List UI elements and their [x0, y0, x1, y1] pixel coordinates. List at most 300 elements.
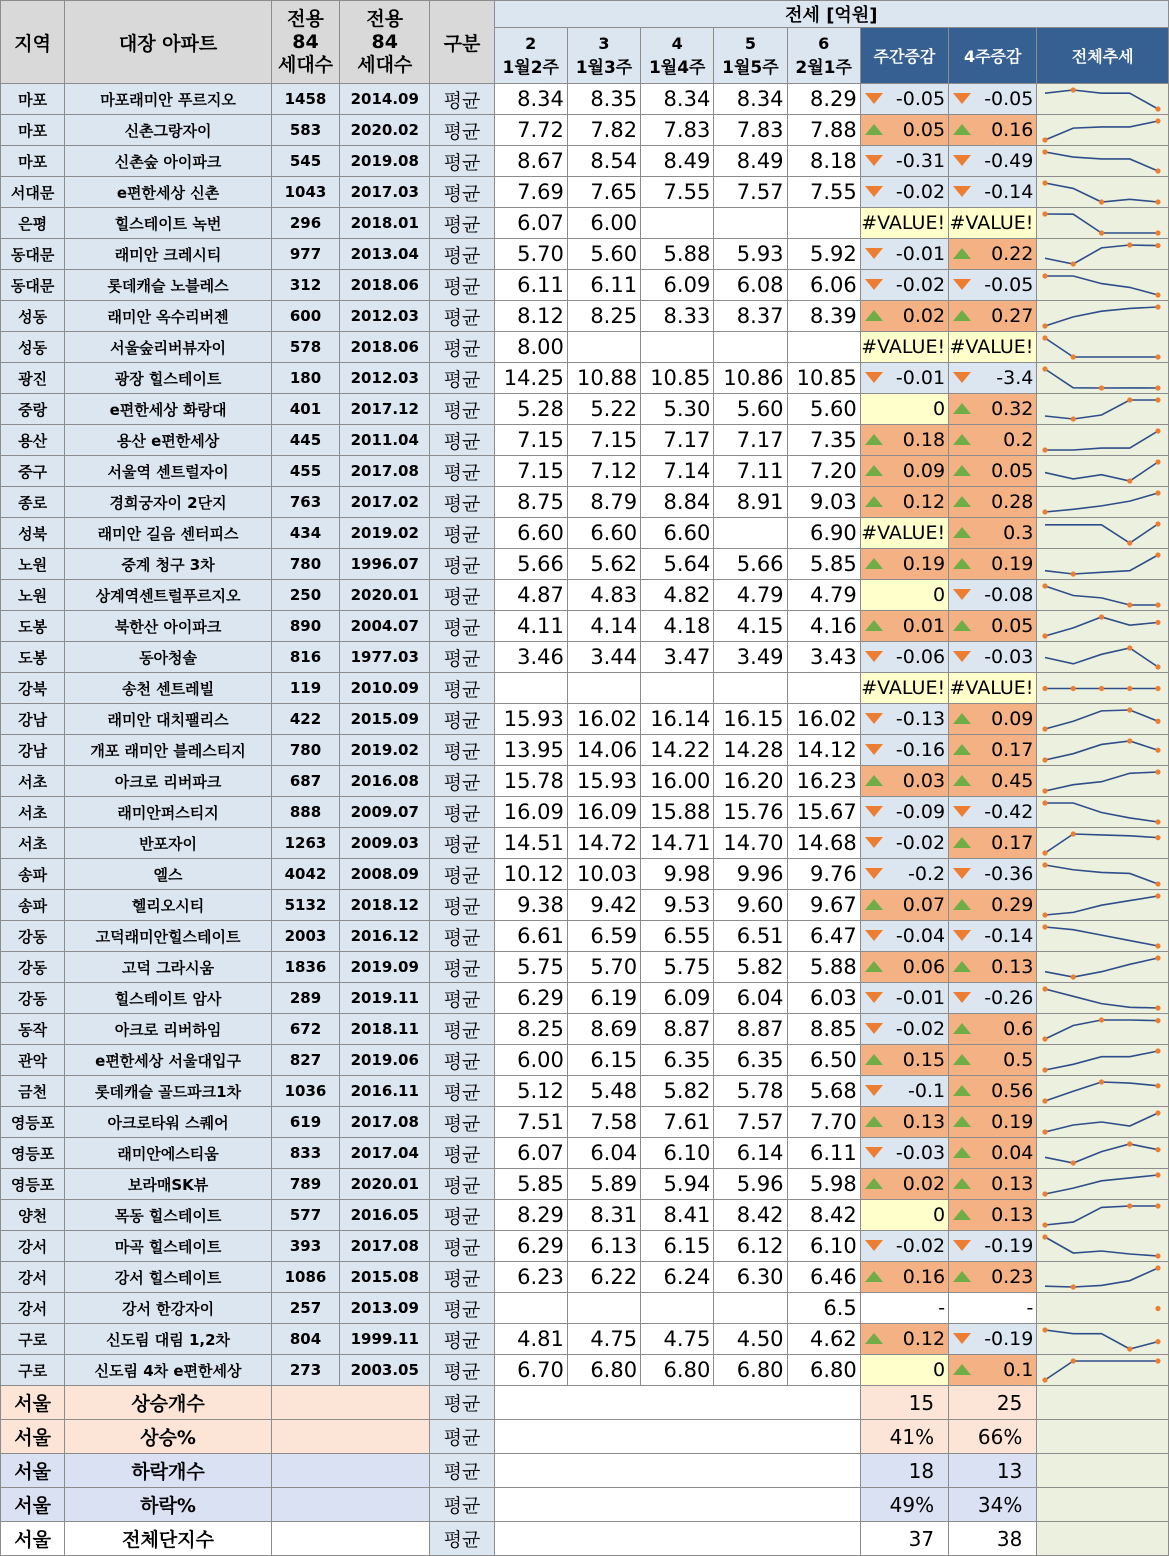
- four-week-change-cell: [949, 549, 1037, 580]
- jeonse-value-cell: 9.03: [787, 487, 860, 518]
- trend-sparkline-cell: [1037, 1262, 1169, 1293]
- change-value: 0.29: [991, 894, 1034, 916]
- type-cell: 평균: [430, 859, 494, 890]
- sparkline-marker: [1156, 1048, 1161, 1053]
- jeonse-value-cell: 4.11: [494, 611, 567, 642]
- jeonse-value-cell: 14.72: [567, 828, 640, 859]
- triangle-down-icon: [865, 992, 883, 1003]
- region-cell: 마포: [1, 84, 65, 115]
- jeonse-value-cell: 8.34: [714, 84, 787, 115]
- sparkline-chart: [1037, 1170, 1166, 1199]
- region-cell: 강남: [1, 735, 65, 766]
- jeonse-value-cell: 6.19: [567, 983, 640, 1014]
- sparkline-marker: [1156, 242, 1161, 247]
- table-row: [1, 363, 1169, 394]
- summary-four-week: 66%: [949, 1420, 1037, 1454]
- weekly-change-cell: [860, 1014, 948, 1045]
- change-value: 0.32: [991, 398, 1034, 420]
- jeonse-value-cell: 14.22: [641, 735, 714, 766]
- built-date-cell: 2018.06: [340, 270, 430, 301]
- apartment-cell: 서울숲리버뷰자이: [65, 332, 272, 363]
- summary-row: [1, 1454, 1169, 1488]
- jeonse-value-cell: 10.85: [641, 363, 714, 394]
- table-row: [1, 332, 1169, 363]
- change-value: 0.19: [991, 1111, 1034, 1133]
- jeonse-value-cell: 7.83: [641, 115, 714, 146]
- header-week-1: 2 1월2주: [494, 28, 567, 84]
- triangle-down-icon: [865, 868, 883, 879]
- change-value: 0.13: [991, 956, 1034, 978]
- households-cell: 119: [271, 673, 339, 704]
- triangle-down-icon: [953, 155, 971, 166]
- change-value: 0.05: [902, 119, 946, 141]
- type-cell: 평균: [430, 518, 494, 549]
- jeonse-value-cell: 4.62: [787, 1324, 860, 1355]
- type-cell: 평균: [430, 611, 494, 642]
- sparkline-marker: [1156, 893, 1161, 898]
- table-row: [1, 1045, 1169, 1076]
- region-cell: 광진: [1, 363, 65, 394]
- jeonse-value-cell: 16.02: [787, 704, 860, 735]
- jeonse-value-cell: 8.54: [567, 146, 640, 177]
- summary-four-week: 38: [949, 1522, 1037, 1556]
- change-value: 0.05: [991, 460, 1034, 482]
- jeonse-value-cell: 10.12: [494, 859, 567, 890]
- sparkline-chart: [1037, 302, 1166, 331]
- households-cell: 827: [271, 1045, 339, 1076]
- jeonse-value-cell: 5.70: [567, 952, 640, 983]
- sparkline-line: [1045, 648, 1158, 667]
- jeonse-value-cell: 6.07: [494, 1138, 567, 1169]
- triangle-up-icon: [953, 465, 971, 476]
- apartment-cell: 신도림 4차 e편한세상: [65, 1355, 272, 1386]
- sparkline-marker: [1156, 747, 1161, 752]
- four-week-change-cell: [949, 704, 1037, 735]
- table-row: [1, 580, 1169, 611]
- jeonse-value-cell: 7.15: [494, 425, 567, 456]
- built-date-cell: 2017.08: [340, 456, 430, 487]
- weekly-change-cell: [860, 518, 948, 549]
- households-cell: 422: [271, 704, 339, 735]
- built-date-cell: 2017.04: [340, 1138, 430, 1169]
- built-date-cell: 2020.01: [340, 580, 430, 611]
- type-cell: 평균: [430, 332, 494, 363]
- triangle-up-icon: [953, 1209, 971, 1220]
- jeonse-value-cell: 8.29: [494, 1200, 567, 1231]
- households-cell: 578: [271, 332, 339, 363]
- weekly-change-cell: [860, 239, 948, 270]
- triangle-down-icon: [865, 713, 883, 724]
- change-value: -0.26: [984, 987, 1034, 1009]
- change-value: -: [1026, 1297, 1034, 1319]
- triangle-down-icon: [953, 806, 971, 817]
- households-cell: 619: [271, 1107, 339, 1138]
- change-value: -0.09: [895, 801, 946, 823]
- change-value: 0.17: [991, 739, 1034, 761]
- jeonse-value-cell: 6.10: [787, 1231, 860, 1262]
- table-row: [1, 456, 1169, 487]
- jeonse-value-cell: 4.82: [641, 580, 714, 611]
- table-row: [1, 146, 1169, 177]
- four-week-change-cell: [949, 952, 1037, 983]
- jeonse-value-cell: 5.68: [787, 1076, 860, 1107]
- change-value: -0.36: [984, 863, 1034, 885]
- jeonse-value-cell: 6.06: [787, 270, 860, 301]
- sparkline-marker: [1156, 1018, 1161, 1023]
- jeonse-value-cell: [714, 1293, 787, 1324]
- sparkline-marker: [1043, 685, 1048, 690]
- triangle-up-icon: [865, 1333, 883, 1344]
- summary-region: 서울: [1, 1488, 65, 1522]
- jeonse-value-cell: 6.22: [567, 1262, 640, 1293]
- jeonse-value-cell: 8.42: [714, 1200, 787, 1231]
- table-row: [1, 1107, 1169, 1138]
- change-value: -: [938, 1297, 946, 1319]
- table-row: [1, 1324, 1169, 1355]
- trend-sparkline-cell: [1037, 1014, 1169, 1045]
- sparkline-marker: [1128, 242, 1133, 247]
- type-cell: 평균: [430, 1324, 494, 1355]
- header-weekly-change: 주간증감: [860, 28, 948, 84]
- jeonse-value-cell: 5.82: [714, 952, 787, 983]
- apartment-cell: e편한세상 신촌: [65, 177, 272, 208]
- change-value: -0.16: [895, 739, 946, 761]
- change-value: -0.42: [984, 801, 1034, 823]
- triangle-up-icon: [953, 496, 971, 507]
- region-cell: 구로: [1, 1324, 65, 1355]
- sparkline-marker: [1128, 645, 1133, 650]
- triangle-up-icon: [953, 403, 971, 414]
- weekly-change-cell: [860, 797, 948, 828]
- table-row: [1, 797, 1169, 828]
- table-row: [1, 952, 1169, 983]
- jeonse-value-cell: 5.98: [787, 1169, 860, 1200]
- households-cell: 401: [271, 394, 339, 425]
- sparkline-line: [1045, 1051, 1158, 1070]
- households-cell: 455: [271, 456, 339, 487]
- four-week-change-cell: [949, 766, 1037, 797]
- change-value: #VALUE!: [949, 336, 1034, 358]
- triangle-down-icon: [865, 372, 883, 383]
- sparkline-line: [1045, 152, 1158, 171]
- change-value: 0.05: [991, 615, 1034, 637]
- region-cell: 용산: [1, 425, 65, 456]
- four-week-change-cell: [949, 239, 1037, 270]
- sparkline-marker: [1099, 230, 1104, 235]
- jeonse-value-cell: 5.82: [641, 1076, 714, 1107]
- jeonse-value-cell: 8.18: [787, 146, 860, 177]
- table-row: [1, 890, 1169, 921]
- four-week-change-cell: [949, 425, 1037, 456]
- sparkline-line: [1045, 834, 1158, 853]
- table-row: [1, 859, 1169, 890]
- sparkline-chart: [1037, 519, 1166, 548]
- households-cell: 180: [271, 363, 339, 394]
- sparkline-chart: [1037, 1108, 1166, 1137]
- summary-label: 전체단지수: [65, 1522, 272, 1556]
- sparkline-marker: [1043, 366, 1048, 371]
- type-cell: 평균: [430, 1355, 494, 1386]
- table-row: [1, 239, 1169, 270]
- jeonse-value-cell: 3.47: [641, 642, 714, 673]
- change-value: 0.2: [1003, 429, 1034, 451]
- jeonse-value-cell: 6.11: [494, 270, 567, 301]
- jeonse-value-cell: 15.67: [787, 797, 860, 828]
- change-value: -0.05: [895, 88, 946, 110]
- sparkline-marker: [1156, 1203, 1161, 1208]
- sparkline-marker: [1156, 292, 1161, 297]
- type-cell: 평균: [430, 1014, 494, 1045]
- weekly-change-cell: [860, 146, 948, 177]
- table-row: [1, 1014, 1169, 1045]
- jeonse-value-cell: 6.23: [494, 1262, 567, 1293]
- change-value: 0.45: [991, 770, 1034, 792]
- sparkline-marker: [1156, 490, 1161, 495]
- jeonse-value-cell: 5.96: [714, 1169, 787, 1200]
- summary-label: 하락%: [65, 1488, 272, 1522]
- change-value: -0.08: [984, 584, 1034, 606]
- jeonse-value-cell: 8.67: [494, 146, 567, 177]
- trend-sparkline-cell: [1037, 208, 1169, 239]
- type-cell: 평균: [430, 239, 494, 270]
- table-row: [1, 487, 1169, 518]
- triangle-up-icon: [865, 124, 883, 135]
- built-date-cell: 2019.06: [340, 1045, 430, 1076]
- region-cell: 구로: [1, 1355, 65, 1386]
- sparkline-marker: [1156, 955, 1161, 960]
- households-cell: 1263: [271, 828, 339, 859]
- sparkline-marker: [1156, 943, 1161, 948]
- jeonse-value-cell: 6.55: [641, 921, 714, 952]
- weekly-change-cell: [860, 1169, 948, 1200]
- type-cell: 평균: [430, 828, 494, 859]
- sparkline-line: [1045, 214, 1158, 233]
- sparkline-chart: [1037, 1077, 1166, 1106]
- header-trend: 전체추세: [1037, 28, 1169, 84]
- built-date-cell: 2018.12: [340, 890, 430, 921]
- sparkline-line: [1045, 369, 1158, 388]
- summary-spacer: [494, 1386, 860, 1420]
- summary-label: 하락개수: [65, 1454, 272, 1488]
- weekly-change-cell: [860, 1045, 948, 1076]
- jeonse-value-cell: 6.46: [787, 1262, 860, 1293]
- sparkline-marker: [1099, 1079, 1104, 1084]
- apartment-cell: 개포 래미안 블레스티지: [65, 735, 272, 766]
- jeonse-value-cell: 15.76: [714, 797, 787, 828]
- apartment-cell: 반포자이: [65, 828, 272, 859]
- triangle-down-icon: [865, 744, 883, 755]
- jeonse-value-cell: 6.51: [714, 921, 787, 952]
- households-cell: 1086: [271, 1262, 339, 1293]
- weekly-change-cell: [860, 115, 948, 146]
- apartment-cell: 마포래미안 푸르지오: [65, 84, 272, 115]
- jeonse-value-cell: 8.37: [714, 301, 787, 332]
- jeonse-value-cell: [714, 673, 787, 704]
- triangle-down-icon: [865, 248, 883, 259]
- weekly-change-cell: [860, 301, 948, 332]
- four-week-change-cell: [949, 301, 1037, 332]
- jeonse-value-cell: 10.85: [787, 363, 860, 394]
- apartment-cell: 래미안 크레시티: [65, 239, 272, 270]
- sparkline-chart: [1037, 147, 1166, 176]
- jeonse-value-cell: 7.65: [567, 177, 640, 208]
- change-value: 0.5: [1003, 1049, 1034, 1071]
- triangle-up-icon: [865, 1116, 883, 1127]
- jeonse-value-cell: 6.29: [494, 983, 567, 1014]
- weekly-change-cell: [860, 1107, 948, 1138]
- four-week-change-cell: [949, 1107, 1037, 1138]
- sparkline-line: [1045, 803, 1158, 822]
- sparkline-chart: [1037, 550, 1166, 579]
- built-date-cell: 2009.07: [340, 797, 430, 828]
- four-week-change-cell: [949, 1014, 1037, 1045]
- triangle-down-icon: [953, 1333, 971, 1344]
- sparkline-marker: [1156, 1339, 1161, 1344]
- trend-sparkline-cell: [1037, 270, 1169, 301]
- jeonse-value-cell: 5.94: [641, 1169, 714, 1200]
- jeonse-value-cell: 5.78: [714, 1076, 787, 1107]
- type-cell: 평균: [430, 704, 494, 735]
- jeonse-value-cell: 4.15: [714, 611, 787, 642]
- triangle-up-icon: [953, 1178, 971, 1189]
- jeonse-value-cell: 6.04: [714, 983, 787, 1014]
- jeonse-value-cell: 5.22: [567, 394, 640, 425]
- jeonse-value-cell: 6.08: [714, 270, 787, 301]
- four-week-change-cell: [949, 735, 1037, 766]
- header-jeonse: 전세 [억원]: [494, 1, 1168, 28]
- households-cell: 687: [271, 766, 339, 797]
- four-week-change-cell: [949, 797, 1037, 828]
- jeonse-value-cell: 14.25: [494, 363, 567, 394]
- trend-sparkline-cell: [1037, 549, 1169, 580]
- households-cell: 257: [271, 1293, 339, 1324]
- jeonse-value-cell: 8.85: [787, 1014, 860, 1045]
- type-cell: 평균: [430, 394, 494, 425]
- trend-sparkline-cell: [1037, 518, 1169, 549]
- jeonse-value-cell: 7.69: [494, 177, 567, 208]
- table-row: [1, 611, 1169, 642]
- sparkline-marker: [1156, 685, 1161, 690]
- four-week-change-cell: [949, 518, 1037, 549]
- jeonse-value-cell: 7.20: [787, 456, 860, 487]
- jeonse-value-cell: 10.88: [567, 363, 640, 394]
- jeonse-value-cell: 13.95: [494, 735, 567, 766]
- table-row: [1, 1138, 1169, 1169]
- apartment-cell: 롯데캐슬 골드파크1차: [65, 1076, 272, 1107]
- jeonse-value-cell: 8.87: [714, 1014, 787, 1045]
- sparkline-marker: [1156, 1172, 1161, 1177]
- jeonse-value-cell: 6.47: [787, 921, 860, 952]
- summary-trend-empty: [1037, 1522, 1169, 1556]
- jeonse-value-cell: 5.66: [714, 549, 787, 580]
- region-cell: 종로: [1, 487, 65, 518]
- change-value: -3.4: [996, 367, 1034, 389]
- region-cell: 강서: [1, 1262, 65, 1293]
- triangle-up-icon: [953, 744, 971, 755]
- type-cell: 평균: [430, 487, 494, 518]
- apartment-cell: 신도림 대림 1,2차: [65, 1324, 272, 1355]
- weekly-change-cell: [860, 642, 948, 673]
- region-cell: 성동: [1, 332, 65, 363]
- sparkline-line: [1045, 617, 1158, 636]
- sparkline-chart: [1037, 209, 1166, 238]
- sparkline-marker: [1099, 385, 1104, 390]
- weekly-change-cell: [860, 270, 948, 301]
- triangle-up-icon: [953, 713, 971, 724]
- built-date-cell: 2011.04: [340, 425, 430, 456]
- sparkline-line: [1045, 896, 1158, 915]
- sparkline-marker: [1071, 1358, 1076, 1363]
- built-date-cell: 1996.07: [340, 549, 430, 580]
- sparkline-line: [1045, 121, 1158, 140]
- summary-four-week: 13: [949, 1454, 1037, 1488]
- sparkline-marker: [1156, 602, 1161, 607]
- table-row: [1, 828, 1169, 859]
- households-cell: 445: [271, 425, 339, 456]
- change-value: -0.01: [895, 987, 946, 1009]
- sparkline-marker: [1156, 819, 1161, 824]
- built-date-cell: 2016.12: [340, 921, 430, 952]
- households-cell: 1043: [271, 177, 339, 208]
- jeonse-value-cell: 7.35: [787, 425, 860, 456]
- triangle-up-icon: [953, 961, 971, 972]
- triangle-down-icon: [865, 279, 883, 290]
- region-cell: 서초: [1, 828, 65, 859]
- change-value: -0.02: [895, 181, 946, 203]
- weekly-change-cell: [860, 1231, 948, 1262]
- jeonse-value-cell: 15.93: [494, 704, 567, 735]
- sparkline-chart: [1037, 426, 1166, 455]
- change-value: 0.03: [902, 770, 946, 792]
- four-week-change-cell: [949, 1200, 1037, 1231]
- summary-row: [1, 1386, 1169, 1420]
- jeonse-value-cell: 6.11: [567, 270, 640, 301]
- apartment-cell: 북한산 아이파크: [65, 611, 272, 642]
- four-week-change-cell: [949, 208, 1037, 239]
- region-cell: 도봉: [1, 611, 65, 642]
- apartment-cell: 고덕래미안힐스테이트: [65, 921, 272, 952]
- sparkline-marker: [1128, 397, 1133, 402]
- triangle-up-icon: [953, 899, 971, 910]
- region-cell: 강남: [1, 704, 65, 735]
- weekly-change-cell: [860, 177, 948, 208]
- trend-sparkline-cell: [1037, 146, 1169, 177]
- sparkline-marker: [1043, 447, 1048, 452]
- sparkline-marker: [1156, 230, 1161, 235]
- region-cell: 성북: [1, 518, 65, 549]
- triangle-down-icon: [865, 837, 883, 848]
- region-cell: 강서: [1, 1293, 65, 1324]
- weekly-change-cell: [860, 704, 948, 735]
- type-cell: 평균: [430, 115, 494, 146]
- change-value: 0.09: [991, 708, 1034, 730]
- sparkline-line: [1045, 493, 1158, 512]
- jeonse-value-cell: [567, 1293, 640, 1324]
- triangle-up-icon: [953, 558, 971, 569]
- type-cell: 평균: [430, 549, 494, 580]
- type-cell: 평균: [430, 456, 494, 487]
- jeonse-value-cell: 16.14: [641, 704, 714, 735]
- four-week-change-cell: [949, 332, 1037, 363]
- weekly-change-cell: [860, 673, 948, 704]
- built-date-cell: 2018.11: [340, 1014, 430, 1045]
- households-cell: 780: [271, 735, 339, 766]
- sparkline-marker: [1156, 769, 1161, 774]
- four-week-change-cell: [949, 1262, 1037, 1293]
- region-cell: 서초: [1, 766, 65, 797]
- households-cell: 250: [271, 580, 339, 611]
- triangle-down-icon: [865, 806, 883, 817]
